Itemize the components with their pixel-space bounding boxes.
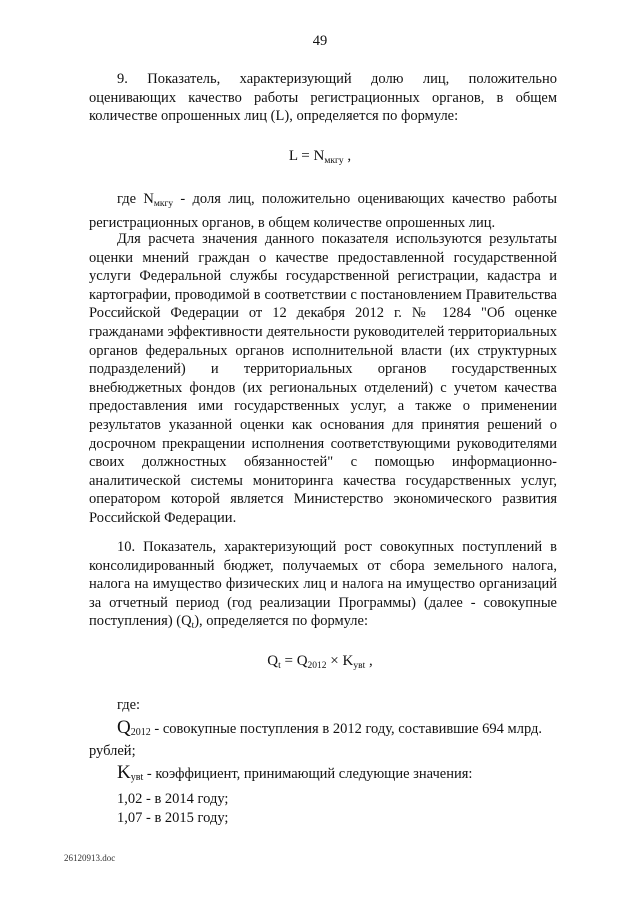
value-2014: 1,02 - в 2014 году; (117, 791, 229, 807)
item-9-where (89, 190, 557, 232)
where-label: где: (117, 697, 141, 713)
item-10-intro (89, 538, 557, 636)
footer-filename: 26120913.doc (64, 853, 116, 863)
formula-l-sub: мкгу (324, 156, 344, 166)
item-9-intro (89, 70, 557, 126)
formula-q: $Q_t = Q_{2012} \times K_{увt}$ , (267, 653, 373, 671)
formula-l-lhs: L = N (288, 148, 325, 164)
item-9-paragraph-text: Для расчета значения данного показателя используются результаты оценки мнений граждан о качестве предоставленной государственной услуги Федеральной службы государственной регистрации, кадастра и картографии, проводимой в соответствии с постановлением Правительства Российской Федерации от 12 декабря 2012 г. № 1284 "Об оценке гражданами эффективности деятельности руководителей территориальных органов федеральных органов исполнительной власти (их структурных подразделений) и территориальных органов государственных внебюджетных фондов (их региональных отделений) с учетом качества предоставления ими государственных услуг, а также о применении результатов указанной оценки как основания для принятия решений о досрочном прекращении исполнения соответствующими руководителями своих должностных обязанностей" с помощью информационно-аналитической системы мониторинга качества государственных услуг, оператором которой является Министерство экономического развития Российской Федерации. (89, 231, 557, 526)
formula-l (0, 148, 640, 166)
item-10-intro-sub: t (191, 621, 195, 632)
item-9-where-sub: мкгу (153, 199, 174, 209)
symbol-k: $K_{увt}$ (117, 762, 144, 783)
item-9-paragraph (89, 230, 557, 528)
definition-k: $K_{увt}$ - коэффициент, принимающий следующие значения: (117, 762, 473, 783)
value-2015: 1,07 - в 2015 году; (117, 810, 229, 826)
definition-q2012-cont: рублей; (89, 743, 136, 759)
item-9-where-text: где $N_{мкгу}$ - доля лиц, положительно оценивающих качество работы регистрационных органов, в общем количестве опрошенных лиц. (89, 191, 557, 231)
page-number: 49 (312, 33, 328, 49)
formula-l-tail: , (343, 148, 352, 164)
item-9-intro-text: 9. Показатель, характеризующий долю лиц, положительно оценивающих качество работы регистрационных органов, в общем количестве опрошенных лиц (L), определяется по формуле: (89, 71, 557, 125)
symbol-q2012: $Q_{2012}$ (117, 717, 151, 738)
definition-q2012: $Q_{2012}$ - совокупные поступления в 2012 году, составившие 694 млрд. (117, 717, 543, 738)
item-10-intro-text: 10. Показатель, характеризующий рост совокупных поступлений в консолидированный бюджет, получаемых от сбора земельного налога, налога на имущество физических лиц и налога на имущество организаций за отчетный период (год реализации Программы) (далее - совокупные поступления) $(Q_t)$, определяется по формуле: (89, 539, 557, 632)
